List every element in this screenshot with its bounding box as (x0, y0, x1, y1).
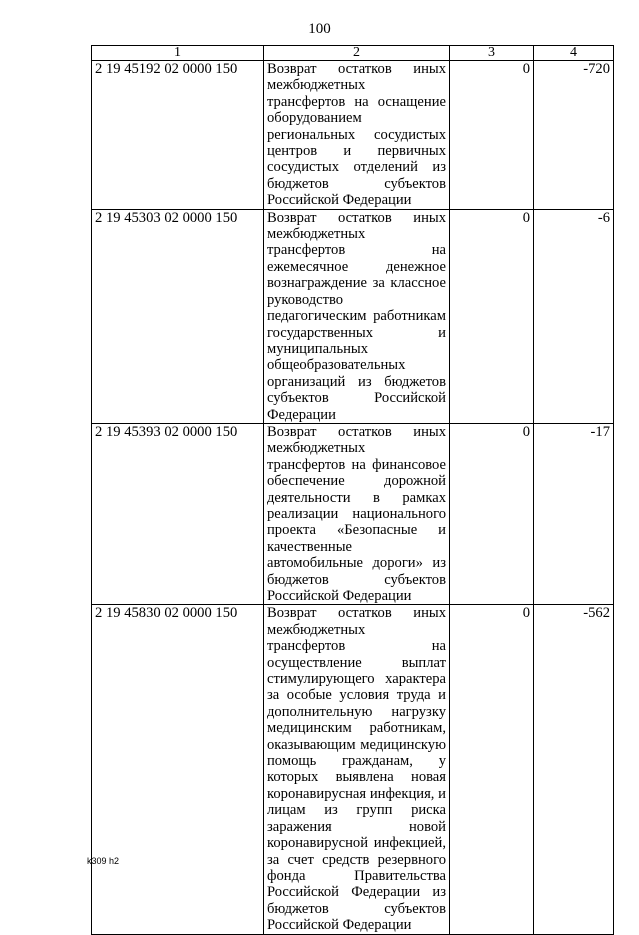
budget-code: 2 19 45830 02 0000 150 (92, 605, 264, 934)
value-col3: 0 (450, 605, 534, 934)
column-header-2: 2 (264, 46, 450, 61)
value-col3: 0 (450, 209, 534, 423)
budget-description: Возврат остатков иных межбюджетных трансфертов на ежемесячное денежное вознаграждение за классное руководство педагогическим работникам государственных и муниципальных общеобразовательных организаций из бюджетов субъектов Российской Федерации (264, 209, 450, 423)
value-col4: -6 (534, 209, 614, 423)
table-row (92, 61, 614, 210)
table-header-row (92, 46, 614, 61)
column-header-1: 1 (92, 46, 264, 61)
value-col4: -720 (534, 61, 614, 210)
table-row (92, 209, 614, 423)
table-row (92, 605, 614, 934)
value-col3: 0 (450, 423, 534, 604)
budget-code: 2 19 45192 02 0000 150 (92, 61, 264, 210)
page-number: 100 (308, 21, 331, 37)
budget-table (91, 45, 614, 935)
value-col3: 0 (450, 61, 534, 210)
value-col4: -17 (534, 423, 614, 604)
budget-description: Возврат остатков иных межбюджетных трансфертов на финансовое обеспечение дорожной деятельности в рамках реализации национального проекта «Безопасные и качественные автомобильные дороги» из бюджетов субъектов Российской Федерации (264, 423, 450, 604)
budget-code: 2 19 45393 02 0000 150 (92, 423, 264, 604)
table-row (92, 423, 614, 604)
column-header-3: 3 (450, 46, 534, 61)
value-col4: -562 (534, 605, 614, 934)
footer-code: k309 h2 (87, 856, 120, 866)
column-header-4: 4 (534, 46, 614, 61)
budget-code: 2 19 45303 02 0000 150 (92, 209, 264, 423)
budget-description: Возврат остатков иных межбюджетных трансфертов на оснащение оборудованием региональных сосудистых центров и первичных сосудистых отделений из бюджетов субъектов Российской Федерации (264, 61, 450, 210)
budget-description: Возврат остатков иных межбюджетных трансфертов на осуществление выплат стимулирующего характера за особые условия труда и дополнительную нагрузку медицинским работникам, оказывающим медицинскую помощь гражданам, у которых выявлена новая коронавирусная инфекция, и лицам из групп риска заражения новой коронавирусной инфекцией, за счет средств резервного фонда Правительства Российской Федерации из бюджетов субъектов Российской Федерации (264, 605, 450, 934)
